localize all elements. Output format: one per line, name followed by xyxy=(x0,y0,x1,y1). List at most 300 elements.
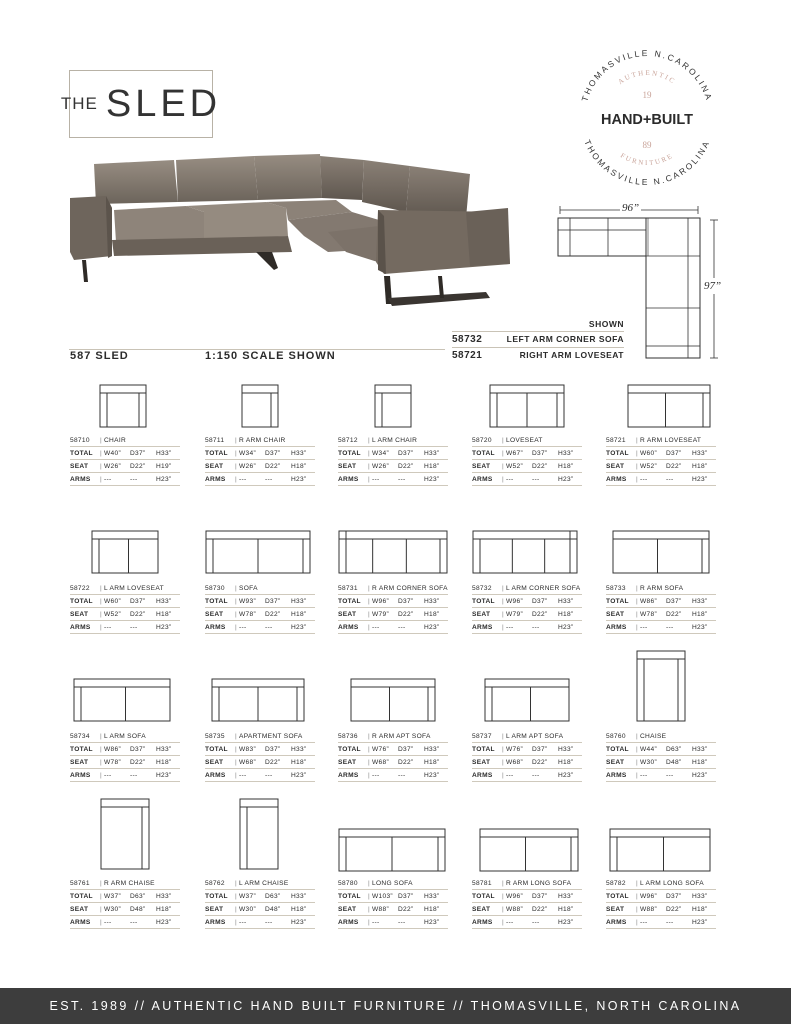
spec-row-label: SEAT xyxy=(472,905,491,913)
spec-value: D37” xyxy=(130,597,146,605)
spec-separator: | xyxy=(636,436,639,444)
spec-value: H33” xyxy=(558,597,574,605)
spec-row-label: ARMS xyxy=(70,475,91,483)
spec-separator: | xyxy=(636,610,639,618)
spec-value: D48” xyxy=(666,758,682,766)
spec-table xyxy=(338,582,448,634)
spec-separator: | xyxy=(636,475,639,483)
spec-row-header xyxy=(338,582,448,595)
spec-row-label: TOTAL xyxy=(606,597,629,605)
spec-separator: | xyxy=(368,475,371,483)
spec-value: W44” xyxy=(640,745,657,753)
spec-value: W88” xyxy=(640,905,657,913)
plan-drawing xyxy=(636,650,686,722)
spec-value: H18” xyxy=(424,758,440,766)
spec-table xyxy=(70,730,180,782)
spec-row-header xyxy=(472,730,582,743)
spec-row-arms xyxy=(606,916,716,929)
spec-separator: | xyxy=(502,892,505,900)
spec-separator: | xyxy=(235,436,238,444)
spec-separator: | xyxy=(100,879,103,887)
spec-value: D37” xyxy=(666,449,682,457)
spec-value: D22” xyxy=(130,610,146,618)
spec-value: H23” xyxy=(692,623,708,631)
spec-row-label: SEAT xyxy=(205,758,224,766)
spec-row-arms xyxy=(205,769,315,782)
spec-separator: | xyxy=(100,610,103,618)
spec-table xyxy=(472,582,582,634)
spec-value: H33” xyxy=(156,597,172,605)
spec-row-label: ARMS xyxy=(70,623,91,631)
spec-row-total xyxy=(70,890,180,903)
spec-row-total xyxy=(606,447,716,460)
seal-year-top: 19 xyxy=(642,90,652,100)
spec-row-seat xyxy=(338,903,448,916)
spec-separator: | xyxy=(368,597,371,605)
spec-value: W40” xyxy=(104,449,121,457)
spec-row-total xyxy=(472,743,582,756)
spec-value: W79” xyxy=(372,610,389,618)
spec-value: D22” xyxy=(532,758,548,766)
spec-row-header xyxy=(606,730,716,743)
spec-value: H18” xyxy=(558,905,574,913)
spec-row-label: TOTAL xyxy=(205,745,228,753)
spec-separator: | xyxy=(502,597,505,605)
spec-row-total xyxy=(70,447,180,460)
item-name: APARTMENT SOFA xyxy=(239,732,303,740)
spec-row-header xyxy=(70,877,180,890)
spec-table xyxy=(338,730,448,782)
spec-value: H33” xyxy=(692,745,708,753)
spec-value: --- xyxy=(640,771,648,779)
spec-row-label: TOTAL xyxy=(606,892,629,900)
item-name: R ARM LONG SOFA xyxy=(506,879,572,887)
spec-row-arms xyxy=(205,473,315,486)
spec-row-header xyxy=(606,582,716,595)
spec-value: --- xyxy=(506,771,514,779)
spec-row-arms xyxy=(338,916,448,929)
spec-separator: | xyxy=(502,745,505,753)
spec-value: H23” xyxy=(424,623,440,631)
spec-value: H33” xyxy=(156,745,172,753)
spec-value: --- xyxy=(666,623,674,631)
item-name: L ARM APT SOFA xyxy=(506,732,564,740)
spec-value: H18” xyxy=(291,462,307,470)
spec-row-label: TOTAL xyxy=(606,745,629,753)
seal-ring-top: THOMASVILLE N.CAROLINA xyxy=(579,47,715,103)
spec-value: H33” xyxy=(692,597,708,605)
item-name: LOVESEAT xyxy=(506,436,543,444)
spec-separator: | xyxy=(502,918,505,926)
spec-row-label: SEAT xyxy=(606,905,625,913)
spec-value: D22” xyxy=(398,610,414,618)
spec-value: H23” xyxy=(424,918,440,926)
spec-value: H18” xyxy=(424,610,440,618)
spec-row-label: SEAT xyxy=(338,758,357,766)
spec-separator: | xyxy=(368,892,371,900)
spec-value: --- xyxy=(239,771,247,779)
spec-value: W68” xyxy=(506,758,523,766)
spec-table xyxy=(338,434,448,486)
spec-value: H18” xyxy=(692,610,708,618)
spec-row-seat xyxy=(205,608,315,621)
spec-value: H33” xyxy=(291,597,307,605)
spec-value: --- xyxy=(130,475,138,483)
spec-row-total xyxy=(606,595,716,608)
spec-row-total xyxy=(606,743,716,756)
spec-row-seat xyxy=(606,756,716,769)
spec-value: D22” xyxy=(398,462,414,470)
spec-row-total xyxy=(338,743,448,756)
spec-value: D37” xyxy=(398,745,414,753)
plan-drawing xyxy=(489,384,565,428)
spec-row-header xyxy=(338,730,448,743)
item-code: 58761 xyxy=(70,879,90,887)
spec-separator: | xyxy=(235,475,238,483)
spec-row-header xyxy=(472,434,582,447)
spec-row-seat xyxy=(472,756,582,769)
spec-value: H18” xyxy=(156,610,172,618)
spec-value: H33” xyxy=(156,449,172,457)
spec-separator: | xyxy=(100,771,103,779)
spec-separator: | xyxy=(235,745,238,753)
spec-row-seat xyxy=(606,903,716,916)
spec-row-header xyxy=(606,877,716,890)
spec-row-header xyxy=(338,434,448,447)
spec-row-label: ARMS xyxy=(205,918,226,926)
spec-value: D37” xyxy=(532,449,548,457)
spec-row-label: TOTAL xyxy=(472,597,495,605)
spec-row-header xyxy=(70,582,180,595)
spec-value: H23” xyxy=(424,475,440,483)
spec-row-label: ARMS xyxy=(472,623,493,631)
spec-value: D22” xyxy=(265,462,281,470)
spec-row-label: TOTAL xyxy=(472,745,495,753)
plan-drawing xyxy=(484,678,570,722)
spec-table xyxy=(606,877,716,929)
spec-value: --- xyxy=(532,918,540,926)
spec-value: --- xyxy=(372,918,380,926)
spec-value: W37” xyxy=(104,892,121,900)
spec-row-label: SEAT xyxy=(606,610,625,618)
spec-separator: | xyxy=(636,771,639,779)
spec-value: --- xyxy=(265,623,273,631)
shown-label: SHOWN xyxy=(588,319,624,329)
spec-row-label: ARMS xyxy=(606,918,627,926)
spec-value: D37” xyxy=(532,892,548,900)
plan-drawing xyxy=(205,530,311,574)
spec-table xyxy=(70,582,180,634)
plan-drawing xyxy=(100,798,150,870)
spec-row-label: TOTAL xyxy=(70,892,93,900)
spec-value: --- xyxy=(239,918,247,926)
item-name: L ARM LONG SOFA xyxy=(640,879,704,887)
spec-separator: | xyxy=(368,771,371,779)
spec-value: D37” xyxy=(398,892,414,900)
plan-drawing xyxy=(350,678,436,722)
spec-row-label: SEAT xyxy=(205,462,224,470)
spec-separator: | xyxy=(100,732,103,740)
spec-separator: | xyxy=(100,758,103,766)
spec-value: H23” xyxy=(156,623,172,631)
spec-separator: | xyxy=(368,879,371,887)
shown-item-name: LEFT ARM CORNER SOFA xyxy=(506,334,624,344)
spec-separator: | xyxy=(235,610,238,618)
spec-value: H18” xyxy=(692,758,708,766)
spec-value: W76” xyxy=(372,745,389,753)
spec-value: W26” xyxy=(372,462,389,470)
spec-row-total xyxy=(205,890,315,903)
spec-value: D37” xyxy=(130,745,146,753)
spec-value: --- xyxy=(666,771,674,779)
spec-row-label: TOTAL xyxy=(472,892,495,900)
spec-value: H23” xyxy=(692,771,708,779)
spec-row-label: ARMS xyxy=(205,623,226,631)
spec-value: D22” xyxy=(130,758,146,766)
spec-value: D37” xyxy=(265,597,281,605)
plan-drawing xyxy=(479,828,579,872)
spec-separator: | xyxy=(636,449,639,457)
spec-row-arms xyxy=(338,769,448,782)
spec-row-seat xyxy=(70,460,180,473)
spec-separator: | xyxy=(636,462,639,470)
spec-row-label: SEAT xyxy=(606,462,625,470)
spec-table xyxy=(606,434,716,486)
spec-value: D37” xyxy=(532,745,548,753)
spec-row-seat xyxy=(338,756,448,769)
spec-value: W79” xyxy=(506,610,523,618)
item-name: L ARM CHAIR xyxy=(372,436,418,444)
spec-value: D37” xyxy=(398,597,414,605)
item-code: 58712 xyxy=(338,436,358,444)
spec-separator: | xyxy=(235,597,238,605)
item-code: 58733 xyxy=(606,584,626,592)
spec-value: --- xyxy=(398,475,406,483)
spec-row-arms xyxy=(338,473,448,486)
spec-value: D22” xyxy=(532,462,548,470)
item-code: 58732 xyxy=(472,584,492,592)
spec-value: W52” xyxy=(506,462,523,470)
spec-separator: | xyxy=(368,610,371,618)
spec-table xyxy=(606,582,716,634)
spec-row-arms xyxy=(205,621,315,634)
spec-row-seat xyxy=(205,460,315,473)
spec-row-seat xyxy=(606,460,716,473)
spec-value: W78” xyxy=(104,758,121,766)
spec-value: --- xyxy=(130,918,138,926)
spec-value: W52” xyxy=(104,610,121,618)
spec-value: H33” xyxy=(424,892,440,900)
spec-row-arms xyxy=(606,621,716,634)
spec-value: W26” xyxy=(104,462,121,470)
spec-value: H18” xyxy=(692,462,708,470)
plan-drawing xyxy=(338,530,448,574)
spec-row-arms xyxy=(338,621,448,634)
spec-row-arms xyxy=(70,473,180,486)
spec-value: --- xyxy=(532,623,540,631)
spec-value: H18” xyxy=(692,905,708,913)
spec-row-label: ARMS xyxy=(338,623,359,631)
spec-table xyxy=(606,730,716,782)
spec-separator: | xyxy=(502,475,505,483)
spec-value: H33” xyxy=(291,449,307,457)
spec-row-seat xyxy=(606,608,716,621)
spec-row-label: ARMS xyxy=(70,918,91,926)
spec-row-label: SEAT xyxy=(472,610,491,618)
spec-separator: | xyxy=(368,905,371,913)
item-code: 58782 xyxy=(606,879,626,887)
seal-word-authentic: AUTHENTIC xyxy=(616,68,678,87)
spec-value: --- xyxy=(506,475,514,483)
spec-value: D22” xyxy=(532,905,548,913)
item-name: L ARM CORNER SOFA xyxy=(506,584,581,592)
spec-value: W96” xyxy=(372,597,389,605)
spec-table xyxy=(70,877,180,929)
spec-value: --- xyxy=(372,771,380,779)
plan-drawing xyxy=(73,678,171,722)
spec-value: W60” xyxy=(104,597,121,605)
spec-separator: | xyxy=(636,918,639,926)
plan-drawing xyxy=(239,798,279,870)
spec-separator: | xyxy=(502,449,505,457)
spec-separator: | xyxy=(368,623,371,631)
spec-row-arms xyxy=(606,473,716,486)
spec-separator: | xyxy=(100,449,103,457)
spec-value: D63” xyxy=(666,745,682,753)
spec-row-total xyxy=(70,743,180,756)
item-name: R ARM CORNER SOFA xyxy=(372,584,448,592)
spec-value: H23” xyxy=(156,475,172,483)
spec-separator: | xyxy=(100,436,103,444)
item-code: 58722 xyxy=(70,584,90,592)
spec-row-label: ARMS xyxy=(338,771,359,779)
spec-row-header xyxy=(205,434,315,447)
spec-separator: | xyxy=(235,462,238,470)
spec-value: H33” xyxy=(692,892,708,900)
spec-separator: | xyxy=(502,584,505,592)
item-name: R ARM LOVESEAT xyxy=(640,436,702,444)
spec-row-header xyxy=(472,582,582,595)
spec-separator: | xyxy=(368,436,371,444)
spec-row-total xyxy=(472,890,582,903)
spec-separator: | xyxy=(502,623,505,631)
spec-row-total xyxy=(472,447,582,460)
scale-label: 1:150 SCALE SHOWN xyxy=(205,350,336,362)
spec-row-label: ARMS xyxy=(606,771,627,779)
spec-row-label: TOTAL xyxy=(338,597,361,605)
spec-value: D37” xyxy=(130,449,146,457)
spec-value: H18” xyxy=(291,905,307,913)
spec-row-label: ARMS xyxy=(338,918,359,926)
spec-separator: | xyxy=(636,892,639,900)
spec-row-arms xyxy=(70,769,180,782)
spec-separator: | xyxy=(502,771,505,779)
spec-row-label: ARMS xyxy=(472,918,493,926)
spec-separator: | xyxy=(235,732,238,740)
spec-value: H23” xyxy=(424,771,440,779)
plan-drawing xyxy=(211,678,305,722)
spec-value: W96” xyxy=(506,892,523,900)
spec-value: H18” xyxy=(424,905,440,913)
spec-row-total xyxy=(472,595,582,608)
spec-value: W30” xyxy=(640,758,657,766)
footer-text: EST. 1989 // AUTHENTIC HAND BUILT FURNITURE // THOMASVILLE, NORTH CAROLINA xyxy=(49,999,742,1013)
spec-row-seat xyxy=(70,756,180,769)
spec-value: D48” xyxy=(130,905,146,913)
spec-row-label: SEAT xyxy=(205,610,224,618)
spec-separator: | xyxy=(235,879,238,887)
spec-value: H33” xyxy=(558,892,574,900)
spec-value: --- xyxy=(506,918,514,926)
spec-row-label: SEAT xyxy=(70,462,89,470)
spec-row-header xyxy=(606,434,716,447)
spec-value: D22” xyxy=(666,905,682,913)
spec-table xyxy=(205,434,315,486)
spec-row-header xyxy=(70,730,180,743)
spec-value: --- xyxy=(398,918,406,926)
spec-value: W34” xyxy=(239,449,256,457)
spec-separator: | xyxy=(502,462,505,470)
spec-row-label: SEAT xyxy=(338,905,357,913)
spec-value: --- xyxy=(265,918,273,926)
spec-row-seat xyxy=(338,460,448,473)
spec-separator: | xyxy=(100,584,103,592)
spec-value: W86” xyxy=(104,745,121,753)
spec-separator: | xyxy=(235,771,238,779)
title-name: SLED xyxy=(105,82,222,125)
spec-value: D22” xyxy=(265,610,281,618)
spec-value: D37” xyxy=(666,597,682,605)
spec-value: D22” xyxy=(666,610,682,618)
spec-value: H18” xyxy=(156,905,172,913)
spec-row-label: SEAT xyxy=(472,758,491,766)
spec-separator: | xyxy=(368,745,371,753)
spec-row-label: TOTAL xyxy=(338,892,361,900)
item-code: 58736 xyxy=(338,732,358,740)
plan-drawing xyxy=(472,530,578,574)
spec-row-total xyxy=(338,890,448,903)
spec-value: W60” xyxy=(640,449,657,457)
spec-value: W52” xyxy=(640,462,657,470)
spec-value: --- xyxy=(666,918,674,926)
spec-separator: | xyxy=(368,732,371,740)
spec-row-label: TOTAL xyxy=(338,745,361,753)
spec-row-total xyxy=(338,447,448,460)
spec-value: --- xyxy=(130,771,138,779)
plan-drawing xyxy=(99,384,147,428)
spec-value: --- xyxy=(640,623,648,631)
spec-value: W88” xyxy=(506,905,523,913)
spec-row-total xyxy=(205,447,315,460)
spec-row-header xyxy=(205,582,315,595)
spec-value: H33” xyxy=(558,449,574,457)
plan-drawing xyxy=(627,384,711,428)
plan-drawing xyxy=(374,384,412,428)
spec-separator: | xyxy=(368,462,371,470)
spec-row-header xyxy=(472,877,582,890)
spec-value: --- xyxy=(104,918,112,926)
item-name: R ARM SOFA xyxy=(640,584,684,592)
spec-value: --- xyxy=(372,623,380,631)
spec-value: --- xyxy=(239,475,247,483)
spec-row-label: SEAT xyxy=(70,905,89,913)
spec-value: D22” xyxy=(130,462,146,470)
spec-value: D37” xyxy=(265,745,281,753)
spec-value: W96” xyxy=(640,892,657,900)
item-name: L ARM LOVESEAT xyxy=(104,584,164,592)
spec-value: D37” xyxy=(265,449,281,457)
spec-separator: | xyxy=(636,879,639,887)
